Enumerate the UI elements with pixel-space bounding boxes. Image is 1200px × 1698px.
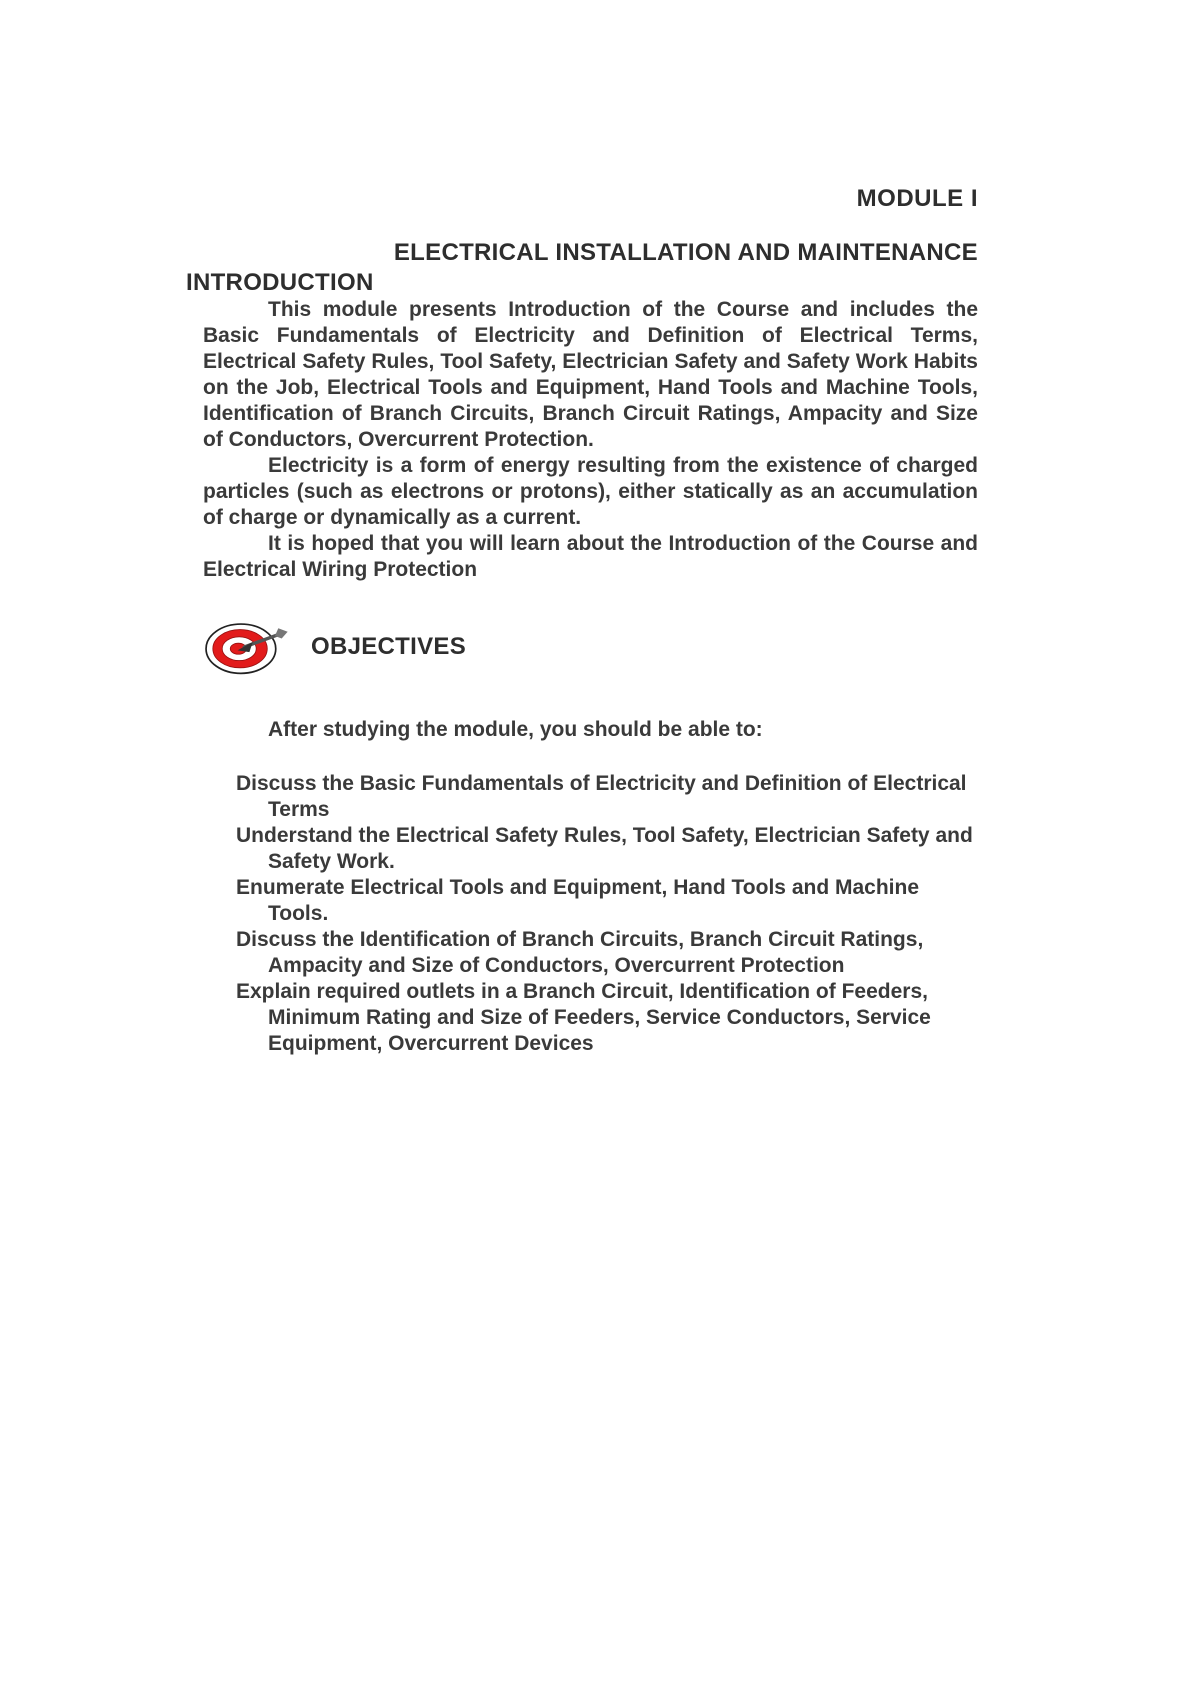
objective-item: Discuss the Identification of Branch Circuits, Branch Circuit Ratings, Ampacity and Size of Conductors, Overcurrent Protection [236, 928, 924, 977]
document-title: ELECTRICAL INSTALLATION AND MAINTENANCE [393, 239, 978, 266]
intro-paragraph-2: Electricity is a form of energy resulting from the existence of charged particles (such as electrons or protons), either statically as an accumulation of charge or dynamically as a current. [203, 454, 978, 529]
objective-item: Understand the Electrical Safety Rules, Tool Safety, Electrician Safety and Safety Work. [236, 824, 973, 873]
introduction-heading: INTRODUCTION [186, 269, 374, 296]
target-icon [203, 613, 289, 681]
intro-paragraph-1: This module presents Introduction of the Course and includes the Basic Fundamentals of Electricity and Definition of Electrical Terms, Electrical Safety Rules, Tool Safety, Electrician Safety and Safety Work Habits on the Job, Electrical Tools and Equipment, Hand Tools and Machine Tools, Identification of Branch Circuits, Branch Circuit Ratings, Ampacity and Size of Conductors, Overcurrent Protection. [203, 298, 978, 451]
objective-item: Explain required outlets in a Branch Circuit, Identification of Feeders, Minimum Rating and Size of Feeders, Service Conductors, Service Equipment, Overcurrent Devices [236, 980, 931, 1055]
objectives-heading: OBJECTIVES [311, 633, 467, 660]
objectives-list [236, 771, 978, 1057]
objective-item: Enumerate Electrical Tools and Equipment, Hand Tools and Machine Tools. [236, 876, 920, 925]
objectives-lead: After studying the module, you should be able to: [268, 718, 763, 741]
objectives-header [203, 613, 978, 681]
objective-item: Discuss the Basic Fundamentals of Electricity and Definition of Electrical Terms [236, 772, 967, 821]
intro-paragraph-3: It is hoped that you will learn about the Introduction of the Course and Electrical Wiring Protection [203, 532, 978, 581]
document-content [0, 185, 1200, 1057]
module-label: MODULE I [856, 185, 978, 212]
